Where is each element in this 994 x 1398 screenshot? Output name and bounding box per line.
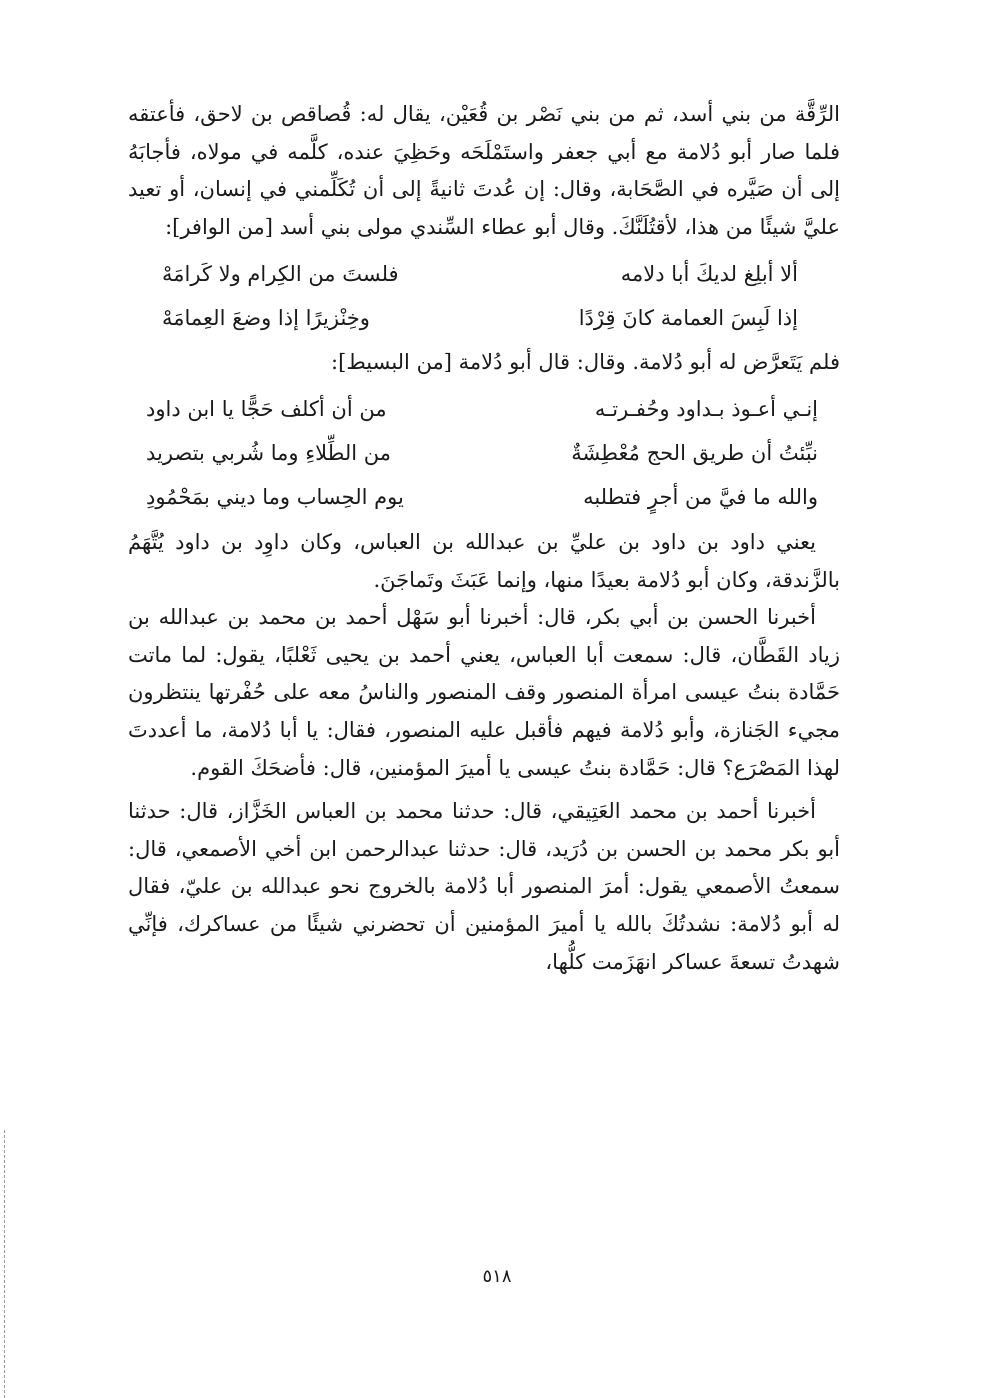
paragraph-opening: الرِّقَّة من بني أسد، ثم من بني نَصْر بن قُعَيْن، يقال له: قُصاقص بن لاحق، فأعتقه فلما صار أبو دُلامة مع أبي جعفر واستَمْلَحَه وحَظِيَ عنده، كلَّمه في مولاه، فأجابَهُ إلى أن صَيَّره في الصَّحَابة، وقال: إن عُدتَ ثانيةً إلى أن تُكَلِّمني في إنسان، أو تعيد عليَّ شيئًا من هذا، لأقتُلَنَّكَ. وقال أبو عطاء السِّندي مولى بني أسد [من الوافر]: [128,102,840,239]
verse-second-hemistich: من الطِّلاءِ وما شُربي بتصريد [146,441,391,466]
verse-first-hemistich: إذا لَبِسَ العمامة كانَ قِرْدًا [578,305,798,330]
poem-al-wafir [128,252,840,340]
verse-line [128,252,840,296]
verse-first-hemistich: إنـي أعـوذ بـداود وحُفـرتـه [594,397,818,422]
verse-second-hemistich: من أن أكلف حَجًّا يا ابن داود [146,397,387,422]
verse-second-hemistich: وخِنْزيرًا إذا وضعَ العِمامَهْ [162,305,370,330]
page-number: ٥١٨ [482,1266,512,1287]
page-body [128,96,840,981]
poem-al-basit [128,388,840,520]
verse-line [128,476,840,520]
paragraph-commentary: يعني داود بن داود بن عليِّ بن عبدالله بن العباس، وكان داوِد بن داود يُتَّهَمُ بالزَّندقة، وكان أبو دُلامة بعيدًا منها، وإنما عَبَثَ وتَماجَنَ. [128,529,840,592]
verse-first-hemistich: نبِّئتُ أن طريق الحج مُعْطِشَةٌ [571,441,818,466]
verse-line [128,296,840,340]
paragraph-hamada-anecdote: أخبرنا الحسن بن أبي بكر، قال: أخبرنا أبو سَهْل أحمد بن محمد بن عبدالله بن زياد القَطَّان، قال: سمعت أبا العباس، يعني أحمد بن يحيى ثَعْلبًا، يقول: لما ماتت حَمَّادة بنتُ عيسى امرأة المنصور وقف المنصور والناسُ معه على حُفْرتها ينتظرون مجيء الجَنازة، وأبو دُلامة فيهم فأقبل عليه المنصور، فقال: يا أبا دُلامة، ما أعددتَ لهذا المَصْرَع؟ قال: حَمَّادة بنتُ عيسى يا أميرَ المؤمنين، قال: فأضحَكَ القوم. [128,605,840,780]
verse-second-hemistich: يوم الحِساب وما ديني بمَحْمُودِ [146,485,404,510]
paragraph-after-poem-1: فلم يَتَعرَّض له أبو دُلامة. وقال: قال أبو دُلامة [من البسيط]: [331,350,840,375]
scan-crop-line [4,1130,5,1398]
verse-line [128,432,840,476]
verse-first-hemistich: ألا أبلِغ لديكَ أبا دلامه [620,261,798,286]
paragraph-asmai-anecdote: أخبرنا أحمد بن محمد العَتِيقي، قال: حدثنا محمد بن العباس الخَزَّاز، قال: حدثنا أبو بكر محمد بن الحسن بن دُرَيد، قال: حدثنا عبدالرحمن ابن أخي الأصمعي، قال: سمعتُ الأصمعي يقول: أمرَ المنصور أبا دُلامة بالخروج نحو عبدالله بن عليّ، فقال له أبو دُلامة: نشدتُكَ بالله يا أميرَ المؤمنين أن تحضرني شيئًا من عساكرك، فإنِّي شهدتُ تسعةَ عساكر انهَزَمت كلُّها، [128,799,840,974]
verse-line [128,388,840,432]
verse-second-hemistich: فلستَ من الكِرام ولا كَرامَهْ [162,261,399,286]
verse-first-hemistich: والله ما فيَّ من أجرٍ فتطلبه [583,485,818,510]
